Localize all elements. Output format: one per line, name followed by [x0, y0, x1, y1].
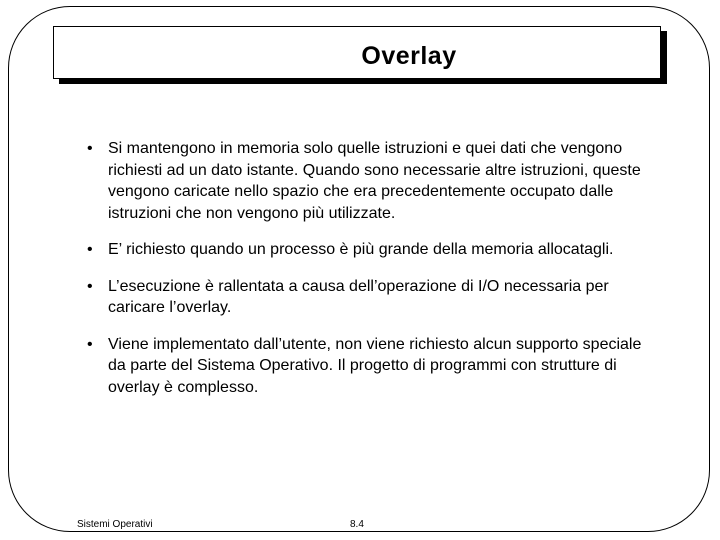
- bullet-icon: •: [87, 140, 93, 157]
- slide-title: Overlay: [361, 42, 457, 70]
- footer-course-name: Sistemi Operativi: [77, 519, 153, 530]
- bullet-text: E’ richiesto quando un processo è più grande della memoria allocatagli.: [108, 241, 614, 258]
- bullet-icon: •: [87, 277, 93, 295]
- footer-page-number: 8.4: [350, 519, 364, 530]
- bullet-icon: •: [87, 241, 93, 258]
- title-box: [53, 26, 661, 79]
- bullet-text: L’esecuzione è rallentata a causa dell’operazione di I/O necessaria per caricare l’overlay.: [108, 277, 609, 316]
- bullet-item: [87, 239, 647, 261]
- bullet-item: [87, 138, 647, 224]
- bullet-item: [87, 276, 647, 319]
- bullet-icon: •: [87, 335, 93, 353]
- bullet-item: [87, 334, 647, 399]
- bullet-text: Viene implementato dall’utente, non viene richiesto alcun supporto speciale da parte del Sistema Operativo. Il progetto di programmi con strutture di overlay è complesso.: [108, 335, 642, 396]
- bullet-text: Si mantengono in memoria solo quelle istruzioni e quei dati che vengono richiesti ad un dato istante. Quando sono necessarie altre istruzioni, queste vengono caricate nello spazio che era precedentemente occupato dalle istruzioni che non vengono più utilizzate.: [108, 140, 641, 222]
- bullet-list: [87, 138, 647, 413]
